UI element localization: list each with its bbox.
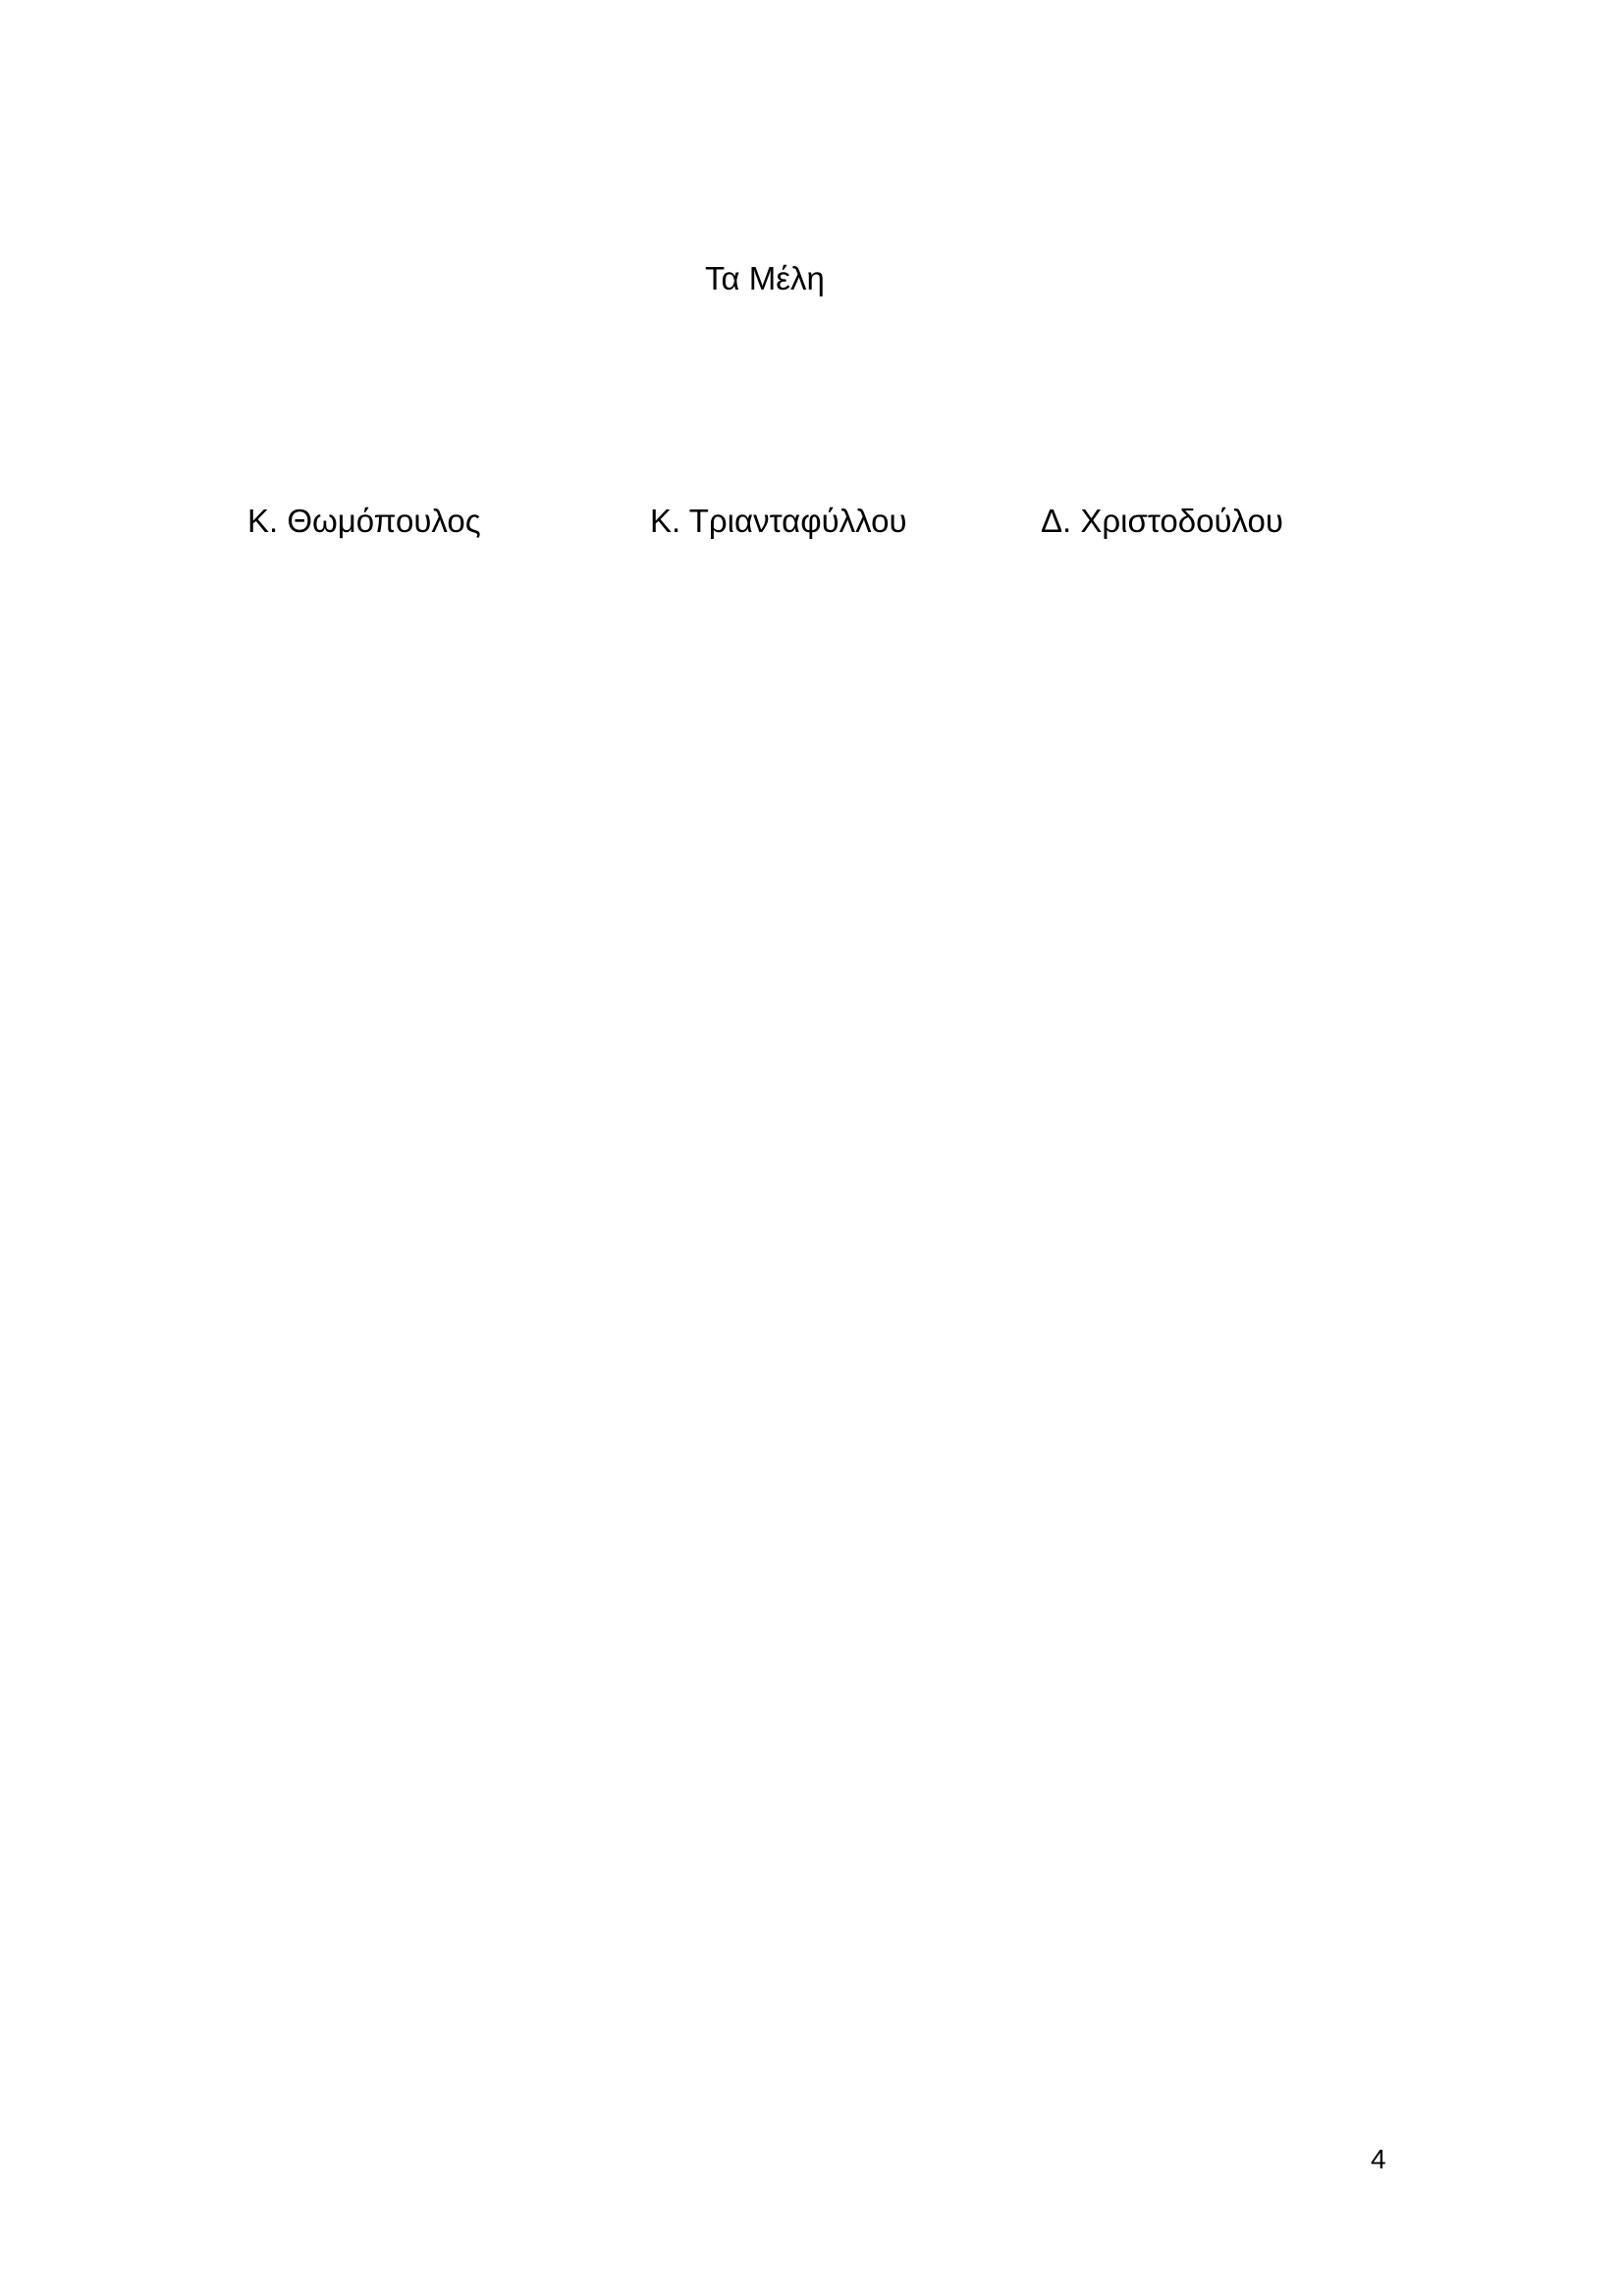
page-number: 4 [1371,2144,1386,2174]
member-signature-thomopoulos: Κ. Θωμόπουλος [247,503,481,539]
members-heading: Τα Μέλη [705,260,825,296]
member-signature-christodoulou: Δ. Χριστοδούλου [1041,503,1283,539]
member-signature-triantafyllou: Κ. Τριανταφύλλου [650,503,907,539]
